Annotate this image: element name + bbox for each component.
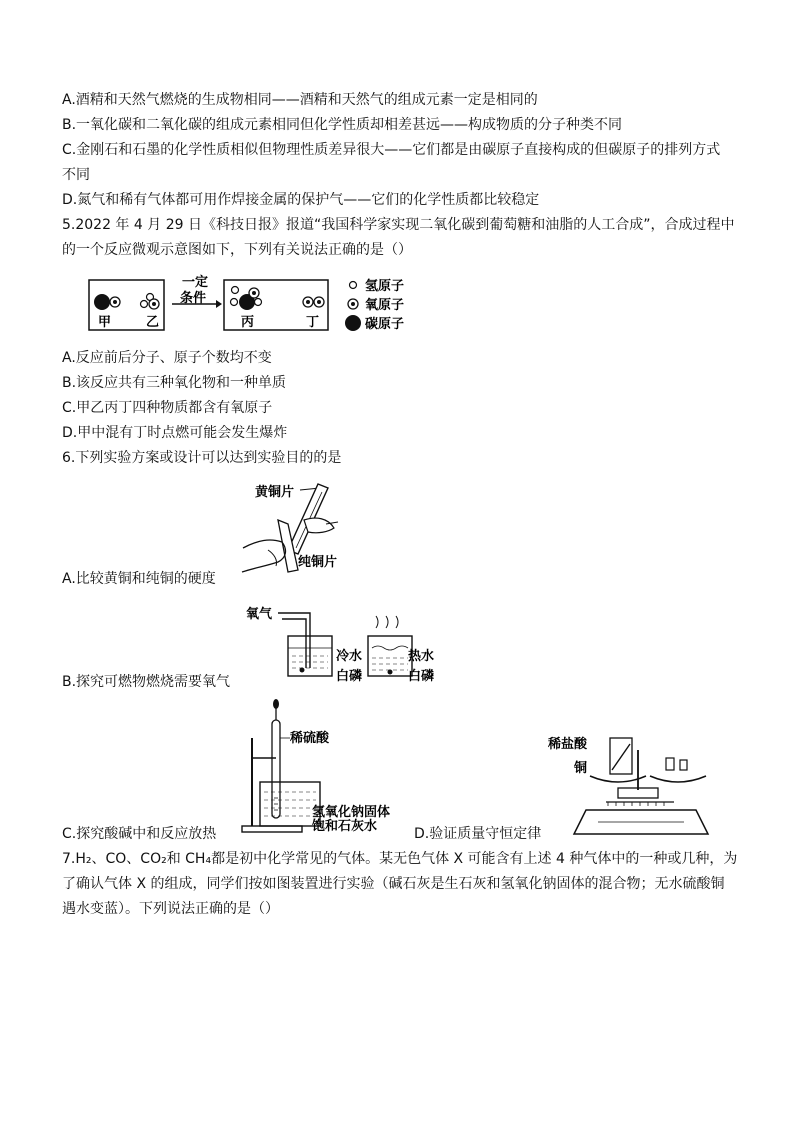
label-bing: 丙: [241, 315, 255, 330]
q7-stem-line3: 遇水变蓝）。下列说法正确的是（）: [62, 901, 279, 917]
q5-stem-line1: 5.2022 年 4 月 29 日《科技日报》报道“我国科学家实现二氧化碳到葡萄糖和油脂的人工合成”，合成过程中: [62, 217, 735, 233]
q6-option-c: C.探究酸碱中和反应放热: [62, 826, 217, 842]
q6d-figure: [546, 730, 716, 838]
q5-option-a: A.反应前后分子、原子个数均不变: [62, 350, 272, 366]
q7-stem-line2: 了确认气体 X 的组成，同学们按如图装置进行实验（碱石灰是生石灰和氢氧化钠固体的混合物；无水硫酸铜: [62, 876, 725, 892]
q4-option-d: D.氮气和稀有气体都可用作焊接金属的保护气——它们的化学性质都比较稳定: [62, 192, 540, 208]
q6c-label-naoh: 氢氧化钠固体: [312, 805, 391, 820]
q6a-figure: [238, 480, 358, 580]
q6b-label-white-p1: 白磷: [336, 669, 363, 684]
legend-carbon: 碳原子: [365, 317, 405, 332]
q6c-label-limewater: 饱和石灰水: [312, 819, 378, 834]
q6-stem: 6.下列实验方案或设计可以达到实验目的的是: [62, 450, 342, 466]
q6c-label-acid: 稀硫酸: [290, 731, 330, 746]
q4-option-c-line1: C.金刚石和石墨的化学性质相似但物理性质差异很大——它们都是由碳原子直接构成的但碳原子的排列方式: [62, 142, 721, 158]
q6c-figure: [232, 698, 422, 838]
arrow-label-top: 一定: [182, 275, 209, 290]
label-jia: 甲: [98, 315, 112, 330]
q5-option-c: C.甲乙丙丁四种物质都含有氧原子: [62, 400, 273, 416]
label-ding: 丁: [306, 315, 320, 330]
legend-hydrogen-symbol: [350, 282, 357, 289]
q6a-label-copper: 纯铜片: [298, 555, 338, 570]
q6a-label-brass: 黄铜片: [255, 485, 295, 500]
q4-option-b: B.一氧化碳和二氧化碳的组成元素相同但化学性质却相差甚远——构成物质的分子种类不同: [62, 117, 623, 133]
q5-stem-line2: 的一个反应微观示意图如下，下列有关说法正确的是（）: [62, 242, 412, 258]
molecule-bing: [231, 287, 262, 311]
q6b-figure: [244, 600, 444, 690]
q5-option-d: D.甲中混有丁时点燃可能会发生爆炸: [62, 425, 288, 441]
q5-option-b: B.该反应共有三种氧化物和一种单质: [62, 375, 287, 391]
stand-base: [242, 826, 302, 832]
q6b-label-oxygen: 氧气: [246, 607, 273, 622]
molecule-yi: [141, 294, 160, 310]
q6-option-b: B.探究可燃物燃烧需要氧气: [62, 674, 231, 690]
q7-stem-line1: 7.H₂、CO、CO₂和 CH₄都是初中化学常见的气体。某无色气体 X 可能含有上述 4 种气体中的一种或几种，为: [62, 851, 738, 867]
beaker-limewater: [260, 782, 320, 826]
q6d-label-cu: 铜: [574, 761, 588, 776]
q6d-label-hcl: 稀盐酸: [548, 737, 588, 752]
molecule-ding: [303, 297, 324, 307]
molecule-jia: [94, 294, 120, 310]
q4-option-c-line2: 不同: [62, 167, 90, 183]
q4-option-a: A.酒精和天然气燃烧的生成物相同——酒精和天然气的组成元素一定是相同的: [62, 92, 538, 108]
legend-oxygen: 氧原子: [365, 298, 405, 313]
q6b-label-white-p2: 白磷: [408, 669, 435, 684]
legend-hydrogen: 氢原子: [365, 279, 405, 294]
q6-option-a: A.比较黄铜和纯铜的硬度: [62, 571, 216, 587]
test-tube: [272, 720, 280, 818]
q5-reaction-diagram: [88, 272, 418, 342]
label-yi: 乙: [146, 315, 160, 330]
q6b-label-cold-water: 冷水: [336, 649, 363, 664]
q6-option-d: D.验证质量守恒定律: [414, 826, 542, 842]
q6b-label-hot-water: 热水: [408, 649, 435, 664]
right-pan: [650, 776, 706, 782]
arrow-label-bottom: 条件: [180, 291, 207, 306]
legend-carbon-symbol: [345, 315, 361, 331]
